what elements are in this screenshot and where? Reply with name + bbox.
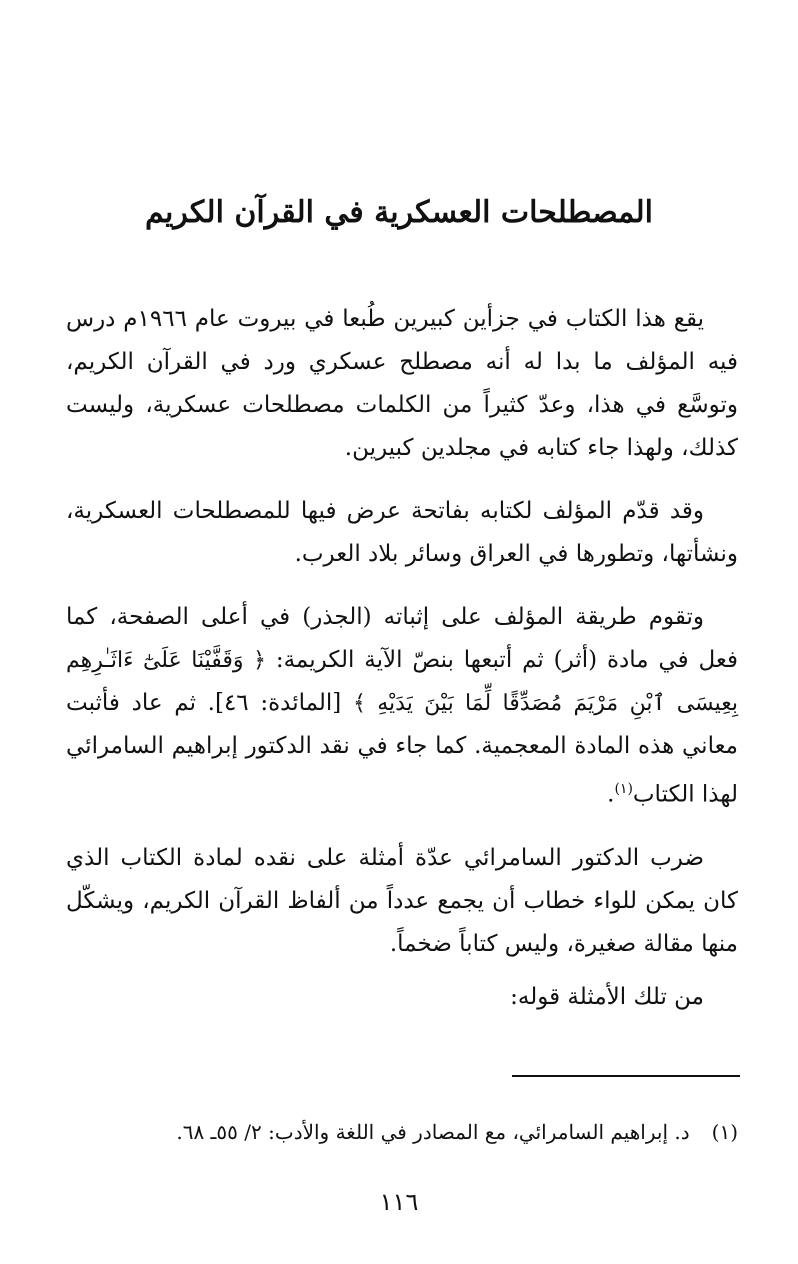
paragraph-examples-intro: من تلك الأمثلة قوله: bbox=[510, 983, 704, 1010]
method-text-start: وتقوم طريقة المؤلف على إثباته (الجذر) في أعلى الصفحة، كما فعل في مادة (أثر) ثم أتبعها بنصّ الآية الكريمة: bbox=[66, 604, 739, 673]
paragraph-critique: ضرب الدكتور السامرائي عدّة أمثلة على نقده لمادة الكتاب الذي كان يمكن للواء خطاب أن يجمع عدداً من ألفاظ القرآن الكريم، ويشكّل منها مقالة صغيرة، وليس كتاباً ضخماً. bbox=[66, 844, 738, 957]
footnote-divider bbox=[512, 1075, 740, 1077]
method-text-end: [المائدة: ٤٦]. ثم عاد فأثبت معاني هذه المادة المعجمية. كما جاء في نقد الدكتور إبراهيم السامرائي لهذا الكتاب bbox=[66, 690, 738, 808]
footnote-reference: (١) bbox=[614, 781, 633, 797]
paragraph-preface: وقد قدّم المؤلف لكتابه بفاتحة عرض فيها للمصطلحات العسكرية، ونشأتها، وتطورها في العراق وسائر بلاد العرب. bbox=[66, 498, 738, 567]
page-title: المصطلحات العسكرية في القرآن الكريم bbox=[145, 195, 653, 230]
method-period: . bbox=[607, 781, 615, 808]
footnote-number: (١) bbox=[711, 1120, 738, 1144]
paragraph-method bbox=[66, 596, 738, 817]
main-text bbox=[66, 298, 738, 1019]
paragraph-intro: يقع هذا الكتاب في جزأين كبيرين طُبعا في بيروت عام ١٩٦٦م درس فيه المؤلف ما بدا له أنه مصطلح عسكري ورد في القرآن الكريم، وتوسَّع في هذا، وعدّ كثيراً من الكلمات مصطلحات عسكرية، وليست كذلك، ولهذا جاء كتابه في مجلدين كبيرين. bbox=[66, 306, 738, 461]
footnote-text: د. إبراهيم السامرائي، مع المصادر في اللغة والأدب: ٢/ ٥٥ـ ٦٨. bbox=[176, 1120, 690, 1144]
footnote bbox=[60, 1112, 738, 1152]
quran-verse: ﴿ وَقَفَّيْنَا عَلَىٰٓ ءَاثَـٰرِهِم بِعِيسَى ٱبْنِ مَرْيَمَ مُصَدِّقًا لِّمَا بَيْنَ يَدَيْهِ ﴾ bbox=[66, 648, 739, 716]
page-number: ١١٦ bbox=[379, 1188, 419, 1216]
